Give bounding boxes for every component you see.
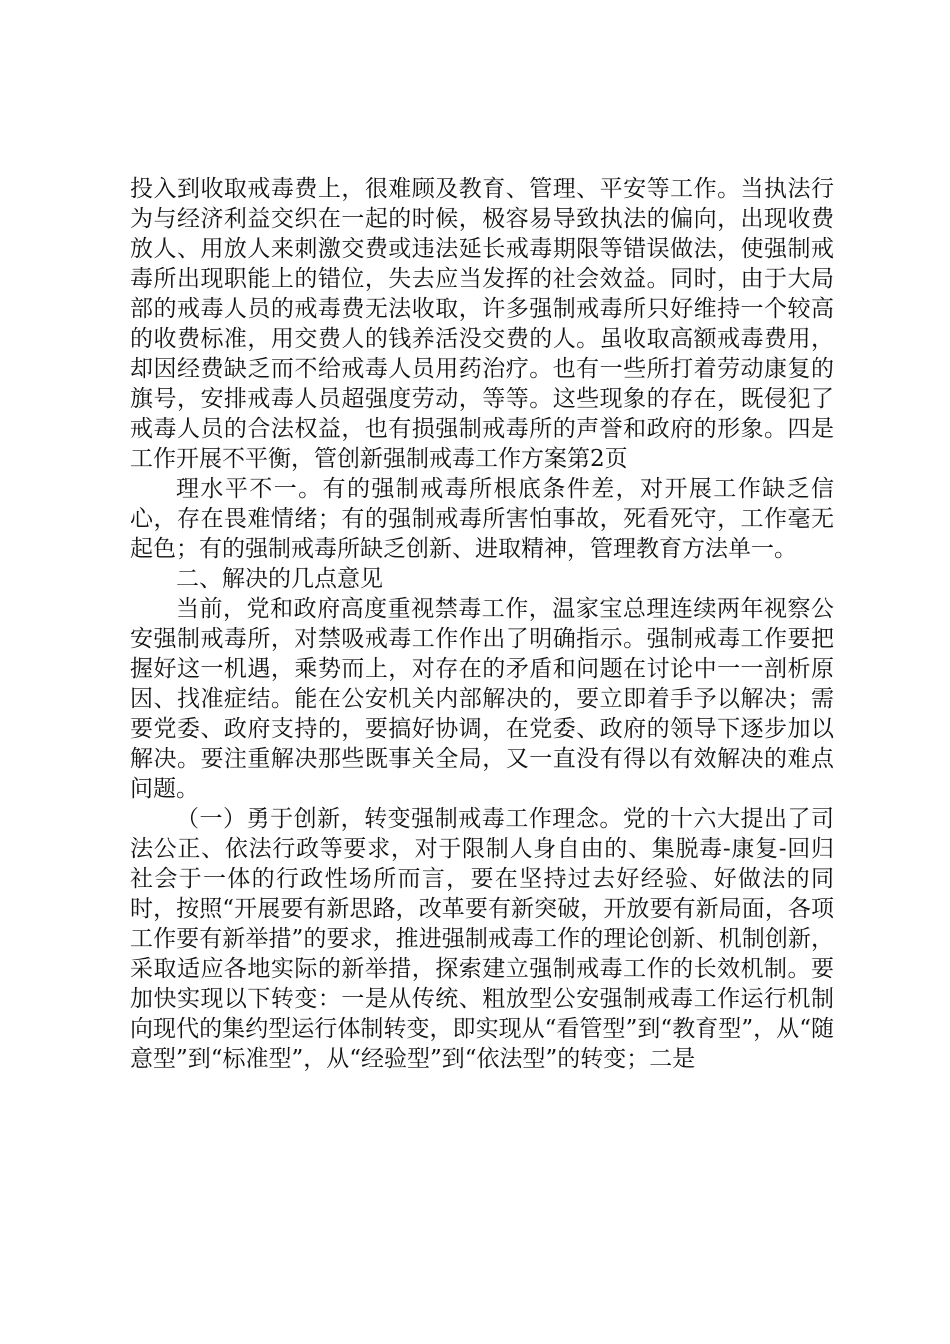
section-heading: 二、解决的几点意见 (176, 566, 383, 592)
paragraph: （一）勇于创新，转变强制戒毒工作理念。党的十六大提出了司法公正、依法行政等要求，对于限制人身自由的、集脱毒-康复-回归社会于一体的行政性场所而言，要在坚持过去好经验、好做法的同时，按照“开展要有新思路，改革要有新突破，开放要有新局面，各项工作要有新举措”的要求，推进强制戒毒工作的理论创新、机制创新，采取适应各地实际的新举措，探索建立强制戒毒工作的长效机制。要加快实现以下转变：一是从传统、粗放型公安强制戒毒工作运行机制向现代的集约型运行体制转变，即实现从“看管型”到“教育型”，从“随意型”到“标准型”，从“经验型”到“依法型”的转变；二是 (130, 806, 834, 1072)
document-body (130, 174, 834, 1074)
paragraph: 理水平不一。有的强制戒毒所根底条件差，对开展工作缺乏信心，存在畏难情绪；有的强制戒毒所害怕事故，死看死守，工作毫无起色；有的强制戒毒所缺乏创新、进取精神，管理教育方法单一。 (130, 476, 834, 562)
paragraph: 当前，党和政府高度重视禁毒工作，温家宝总理连续两年视察公安强制戒毒所，对禁吸戒毒工作作出了明确指示。强制戒毒工作要把握好这一机遇，乘势而上，对存在的矛盾和问题在讨论中一一剖析原因、找准症结。能在公安机关内部解决的，要立即着手予以解决；需要党委、政府支持的，要搞好协调，在党委、政府的领导下逐步加以解决。要注重解决那些既事关全局，又一直没有得以有效解决的难点问题。 (130, 596, 834, 802)
paragraph: 投入到收取戒毒费上，很难顾及教育、管理、平安等工作。当执法行为与经济利益交织在一起的时候，极容易导致执法的偏向，出现收费放人、用放人来刺激交费或违法延长戒毒期限等错误做法，使强制戒毒所出现职能上的错位，失去应当发挥的社会效益。同时，由于大局部的戒毒人员的戒毒费无法收取，许多强制戒毒所只好维持一个较高的收费标准，用交费人的钱养活没交费的人。虽收取高额戒毒费用，却因经费缺乏而不给戒毒人员用药治疗。也有一些所打着劳动康复的旗号，安排戒毒人员超强度劳动，等等。这些现象的存在，既侵犯了戒毒人员的合法权益，也有损强制戒毒所的声誉和政府的形象。四是工作开展不平衡，管创新强制戒毒工作方案第2页 (130, 176, 834, 472)
